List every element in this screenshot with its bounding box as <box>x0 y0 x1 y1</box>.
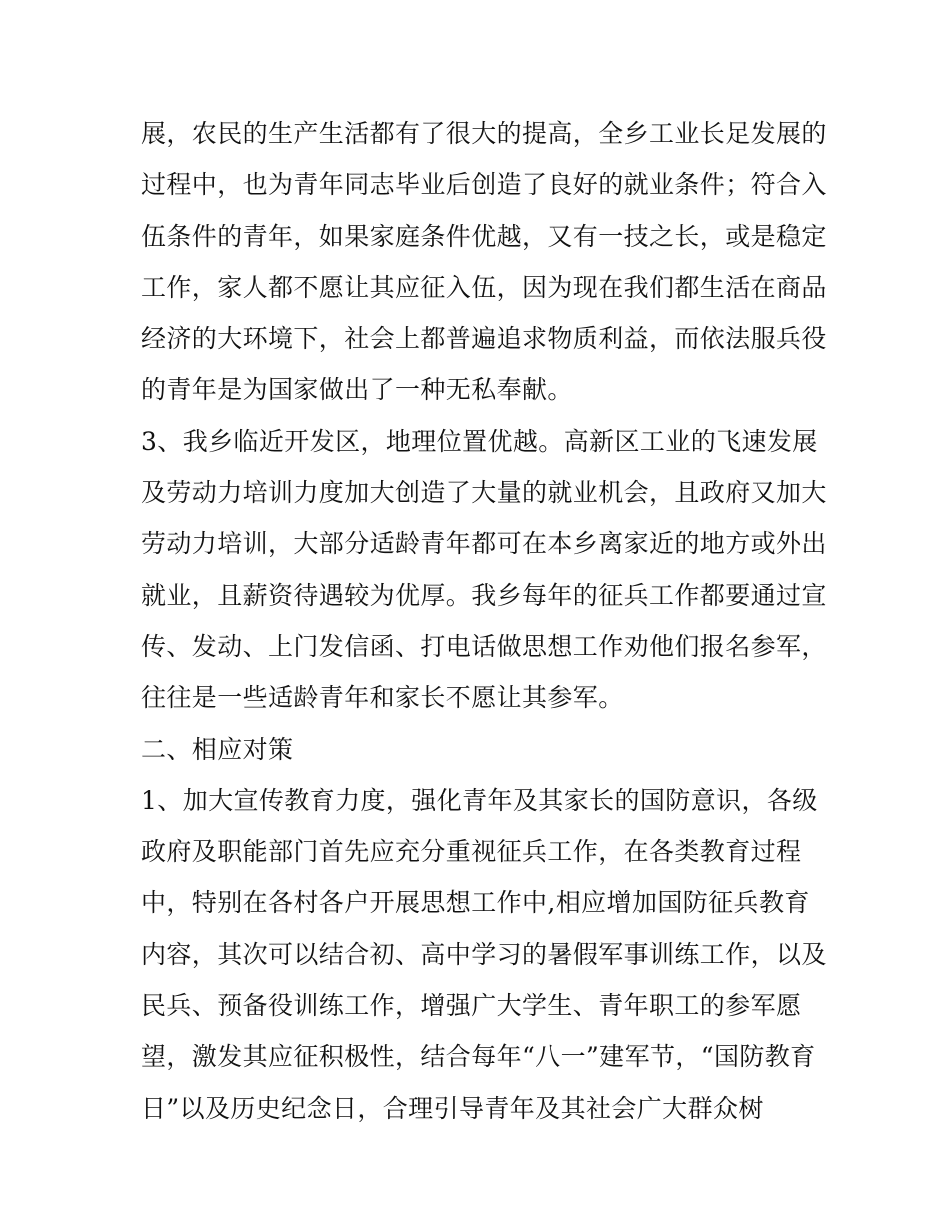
text-line: 展，农民的生产生活都有了很大的提高，全乡工业长足发展的 <box>141 119 827 148</box>
text-line: 工作，家人都不愿让其应征入伍，因为现在我们都生活在商品 <box>141 272 827 302</box>
text-line: 就业，且薪资待遇较为优厚。我乡每年的征兵工作都要通过宣 <box>141 580 827 610</box>
text-line: 民兵、预备役训练工作，增强广大学生、青年职工的参军愿 <box>141 991 802 1021</box>
text-line: 望，激发其应征积极性，结合每年“八一”建军节，“国防教育 <box>141 1042 816 1072</box>
text-line: 过程中，也为青年同志毕业后创造了良好的就业条件；符合入 <box>141 170 827 200</box>
text-line: 中，特别在各村各户开展思想工作中,相应增加国防征兵教育 <box>141 888 810 918</box>
text-line: 内容，其次可以结合初、高中学习的暑假军事训练工作，以及 <box>141 939 827 969</box>
section-heading: 二、相应对策 <box>141 734 294 764</box>
text-line: 经济的大环境下，社会上都普遍追求物质利益，而依法服兵役 <box>141 324 827 354</box>
text-line: 日”以及历史纪念日，合理引导青年及其社会广大群众树 <box>141 1093 764 1123</box>
text-line: 政府及职能部门首先应充分重视征兵工作，在各类教育过程 <box>141 837 802 867</box>
text-line: 传、发动、上门发信函、打电话做思想工作劝他们报名参军， <box>141 631 827 661</box>
text-line: 及劳动力培训力度加大创造了大量的就业机会，且政府又加大 <box>141 478 827 508</box>
text-line: 3、我乡临近开发区，地理位置优越。高新区工业的飞速发展 <box>141 426 818 456</box>
text-line: 伍条件的青年，如果家庭条件优越，又有一技之长，或是稳定 <box>141 221 827 251</box>
text-line: 往往是一些适龄青年和家长不愿让其参军。 <box>141 683 624 713</box>
text-line: 1、加大宣传教育力度，强化青年及其家长的国防意识，各级 <box>141 785 818 815</box>
document-body <box>141 108 827 1134</box>
text-line: 的青年是为国家做出了一种无私奉献。 <box>141 375 573 405</box>
text-line: 劳动力培训，大部分适龄青年都可在本乡离家近的地方或外出 <box>141 529 827 559</box>
